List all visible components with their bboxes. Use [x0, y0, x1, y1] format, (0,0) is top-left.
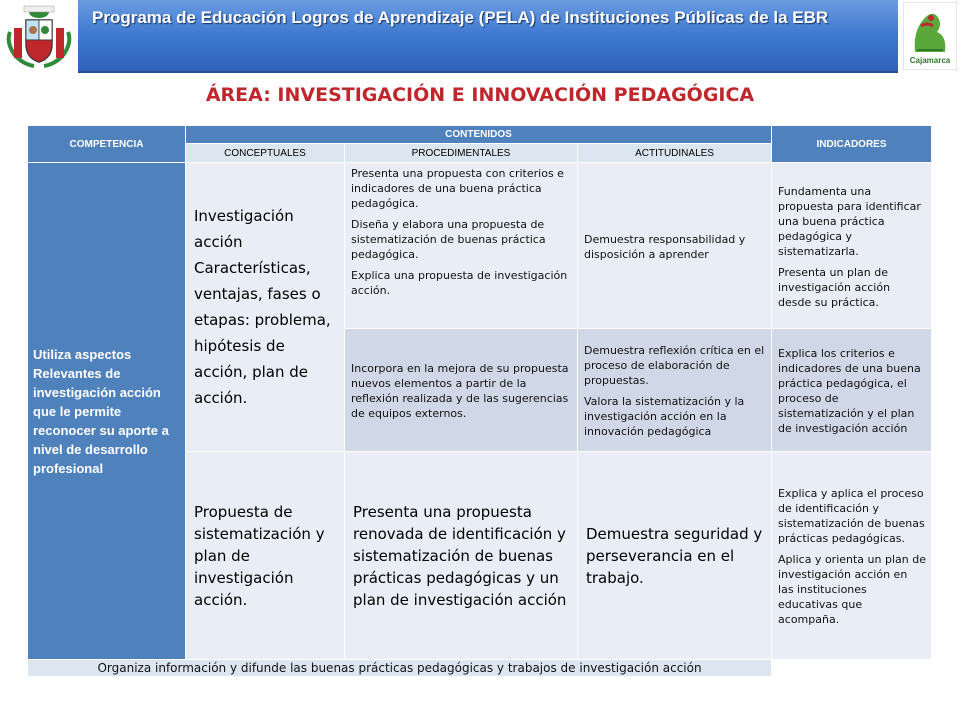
indicadores-cell-3	[772, 452, 932, 660]
header-procedimentales: PROCEDIMENTALES	[345, 144, 578, 163]
indicadores-cell-1	[772, 163, 932, 329]
procedimental-cell-1	[345, 163, 578, 329]
curriculum-table	[27, 125, 932, 677]
procedimental-cell-3: Presenta una propuesta renovada de identificación y sistematización de buenas prácticas pedagógicas y un plan de investigación acción	[345, 452, 578, 660]
indicador-1-item: Fundamenta una propuesta para identificar una buena práctica pedagógica y sistematizarla.	[778, 184, 921, 258]
area-title: ÁREA: INVESTIGACIÓN E INNOVACIÓN PEDAGÓGICA	[205, 84, 755, 106]
header-actitudinales: ACTITUDINALES	[578, 144, 772, 163]
procedimental-1-item: Presenta una propuesta con criterios e indicadores de una buena práctica pedagógica.	[351, 167, 564, 210]
header	[0, 0, 960, 73]
actitudinal-2-item: Demuestra reflexión crítica en el proceso de elaboración de propuestas.	[584, 344, 765, 387]
title-banner	[78, 0, 898, 73]
actitudinal-cell-2	[578, 329, 772, 452]
cajamarca-label: Cajamarca	[909, 56, 951, 65]
procedimental-1-item: Diseña y elabora una propuesta de sistematización de buenas práctica pedagógica.	[351, 218, 546, 261]
footer-row: Organiza información y difunde las buenas prácticas pedagógicas y trabajos de investigación acción	[28, 660, 772, 677]
cajamarca-logo-icon	[903, 2, 957, 70]
indicadores-cell-2: Explica los criterios e indicadores de una buena práctica pedagógica, el proceso de sistematización y el plan de investigación acción	[772, 329, 932, 452]
actitudinal-cell-1: Demuestra responsabilidad y disposición a aprender	[578, 163, 772, 329]
indicador-3-item: Aplica y orienta un plan de investigación acción en las instituciones educativas que acompaña.	[778, 553, 926, 626]
indicador-1-item: Presenta un plan de investigación acción desde su práctica.	[778, 265, 891, 309]
header-competencia: COMPETENCIA	[28, 126, 186, 163]
procedimental-1-item: Explica una propuesta de investigación acción.	[351, 269, 568, 297]
conceptual-cell-3: Propuesta de sistematización y plan de investigación acción.	[186, 452, 345, 660]
conceptual-cell-1: Investigación acción Características, ventajas, fases o etapas: problema, hipótesis de acción, plan de acción.	[186, 163, 345, 452]
procedimental-cell-2: Incorpora en la mejora de su propuesta nuevos elementos a partir de la reflexión realizada y de las sugerencias de equipos externos.	[345, 329, 578, 452]
program-title: Programa de Educación Logros de Aprendizaje (PELA) de Instituciones Públicas de la EBR	[92, 8, 829, 27]
peru-coat-of-arms-icon	[4, 2, 74, 70]
header-indicadores: INDICADORES	[772, 126, 932, 163]
actitudinal-cell-3: Demuestra seguridad y perseverancia en el trabajo.	[578, 452, 772, 660]
actitudinal-2-item: Valora la sistematización y la investigación acción en la innovación pedagógica	[584, 395, 745, 438]
header-conceptuales: CONCEPTUALES	[186, 144, 345, 163]
indicador-3-item: Explica y aplica el proceso de identificación y sistematización de buenas prácticas pedagógicas.	[778, 487, 925, 545]
competencia-cell: Utiliza aspectos Relevantes de investigación acción que le permite reconocer su aporte a nivel de desarrollo profesional	[28, 163, 186, 660]
header-contenidos: CONTENIDOS	[186, 126, 772, 144]
